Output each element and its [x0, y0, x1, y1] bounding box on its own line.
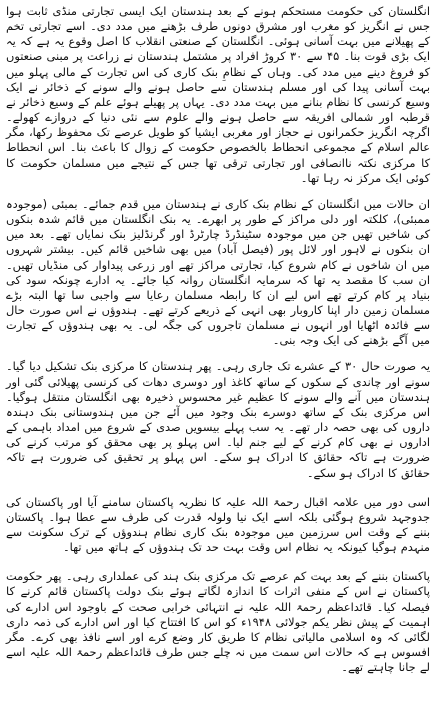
paragraph-2: ان حالات میں انگلستان کے نظام بنک کاری نے ہندستان میں قدم جمائے۔ بمبئی (موجودہ ممبئی)، کلکتہ اور دلی مراکز کے طور پر ابھرے۔ یہ بنک انگلستان میں قائم شدہ بنکوں کی شاخیں تھیں جن میں موجودہ سٹینڈرڈ چارٹرڈ اور گرنڈلیز بنک نمایاں تھے۔ بعد میں ان بنکوں نے لاہور اور لائل پور (فیصل آباد) میں بھی شاخیں قائم کیں۔ بیشتر شہروں میں ان شاخوں نے کام شروع کیا، تجارتی مراکز تھے اور زرعی پیداوار کی منڈیاں تھیں۔ ان سب کا مقصد یہ تھا کہ سرمایہ انگلستان روانہ کیا جائے۔ یہ ادارے چونکہ سود کی بنیاد پر کام کرتے تھے اس لیے ان کا رابطہ مسلمان رعایا سے واجبی سا تھا البتہ بڑے مسلمان زمین دار اپنا کاروبار بھی انہی کے ذریعے کرتے تھے۔ ہندوؤں نے اس صورت حال سے فائدہ اٹھایا اور انہوں نے مسلمان تاجروں کی جگہ لی۔ یہ بھی ہندوؤں کے تجارت میں آگے بڑھنے کی ایک وجہ بنی۔ — [6, 196, 430, 348]
paragraph-gap — [6, 555, 430, 569]
paragraph-4: اسی دور میں علامہ اقبال رحمۃ اللہ علیہ کا نظریہ پاکستان سامنے آیا اور پاکستان کی جدوجہد شروع ہوگئی بلکہ اسے ایک نیا ولولہ قدرت کی طرف سے عطا ہوا۔ پاکستان بننے کے وقت اس سرزمین میں موجودہ بنک کاری نظام ہندوؤں کے ترک سکونت سے منہدم ہوگیا کیونکہ یہ نظام اس وقت بہت حد تک ہندوؤں کے ہاتھ میں تھا۔ — [6, 494, 430, 555]
paragraph-1: انگلستان کی حکومت مستحکم ہونے کے بعد ہندستان ایک ایسی تجارتی منڈی ثابت ہوا جس نے انگریز کو مغرب اور مشرق دونوں طرف بڑھنے میں مدد دی۔ اسے تجارتی تخم کے پھیلانے میں بہت آسانی ہوئی۔ انگلستان کے صنعتی انقلاب کا اصل وقوع یہ ہے کہ یہ ایک بڑی قوت بنا۔ ۴۵ سے ۳۰ کروڑ افراد پر مشتمل ہندستان نے زراعت پر مبنی صنعتوں کو فروغ دینے میں مدد کی۔ وہاں کے نظامِ بنک کاری کی اس تجارت کے مالی پہلو میں بہت آسانی پیدا کی اور مسلم ہندستان سے حاصل ہونے والے سونے کے ذخائر نے ایک وسیع کرنسی کا نظام بنانے میں بہت مدد دی۔ یہاں پر پھیلے ہوئے علم کے وسیع ذخائر نے قرطبہ اور شمالی افریقہ سے حاصل ہونے والے علوم سے نئی دنیا کے دروازے کھولے۔ اگرچہ انگریز حکمرانوں نے حجاز اور مغربی ایشیا کو طویل عرصے تک محفوظ رکھا، مگر عالم اسلام کے مجموعی انحطاط بالخصوص حکومت کے زوال کا باعث بنا۔ اس انحطاط کا مرکزی نکتہ ناانصافی اور تجارتی ترقی تھا جس کے نتیجے میں مسلمان حکومت کا کوئی ایک مرکز نہ رہا تھا۔ — [6, 4, 430, 185]
paragraph-3: یہ صورت حال ۳۰ کے عشرے تک جاری رہی۔ پھر ہندستان کا مرکزی بنک تشکیل دیا گیا۔ سونے اور چاندی کے سکوں کے ساتھ کاغذ اور دوسری دھات کی کرنسی پھیلائی گئی اور ہندستان میں آنے والے سونے کا عظیم غیر محسوس ذخیرہ بھی انگلستان منتقل ہوگیا۔ اس مرکزی بنک کے ساتھ دوسرے بنک وجود میں آئے جن میں ہندوستانی بنک دہندہ داروں کی بھی حصہ دار تھے۔ یہ سب پہلے بیسویں صدی کے شروع میں امداد باہمی کے اداروں نے بھی کام کرنے کے لیے جنم لیا۔ اس پہلو پر بھی محقق کو مرتب کرنے کی ضرورت ہے تاکہ حقائق کا ادراک ہو سکے۔ اس پہلو پر تحقیق کی ضرورت ہے تاکہ حقائق کا ادراک ہو سکے۔ — [6, 359, 430, 480]
paragraph-gap — [6, 481, 430, 495]
paragraph-gap — [6, 186, 430, 197]
paragraph-gap — [6, 348, 430, 359]
paragraph-5: پاکستان بننے کے بعد بہت کم عرصے تک مرکزی بنک ہند کی عملداری رہی۔ پھر حکومت پاکستان نے اس کے منفی اثرات کا اندازہ لگاتے ہوئے بنک دولت پاکستان قائم کرنے کا فیصلہ کیا۔ قائداعظم رحمۃ اللہ علیہ نے انتہائی خرابی صحت کے باوجود اس ادارے کی اہمیت کے پیش نظر یکم جولائی ۱۹۴۸ء کو اس کا افتتاح کیا اور اس ادارے کی ذمہ داری لگائی کہ وہ اسلامی مالیاتی نظام کا طریق کار وضع کرے اور اسے نافذ بھی کرے۔ مگر افسوس ہے کہ حالات اس سمت میں نہ چلے جس طرف قائداعظم رحمۃ اللہ علیہ اسے لے جانا چاہتے تھے۔ — [6, 569, 430, 675]
